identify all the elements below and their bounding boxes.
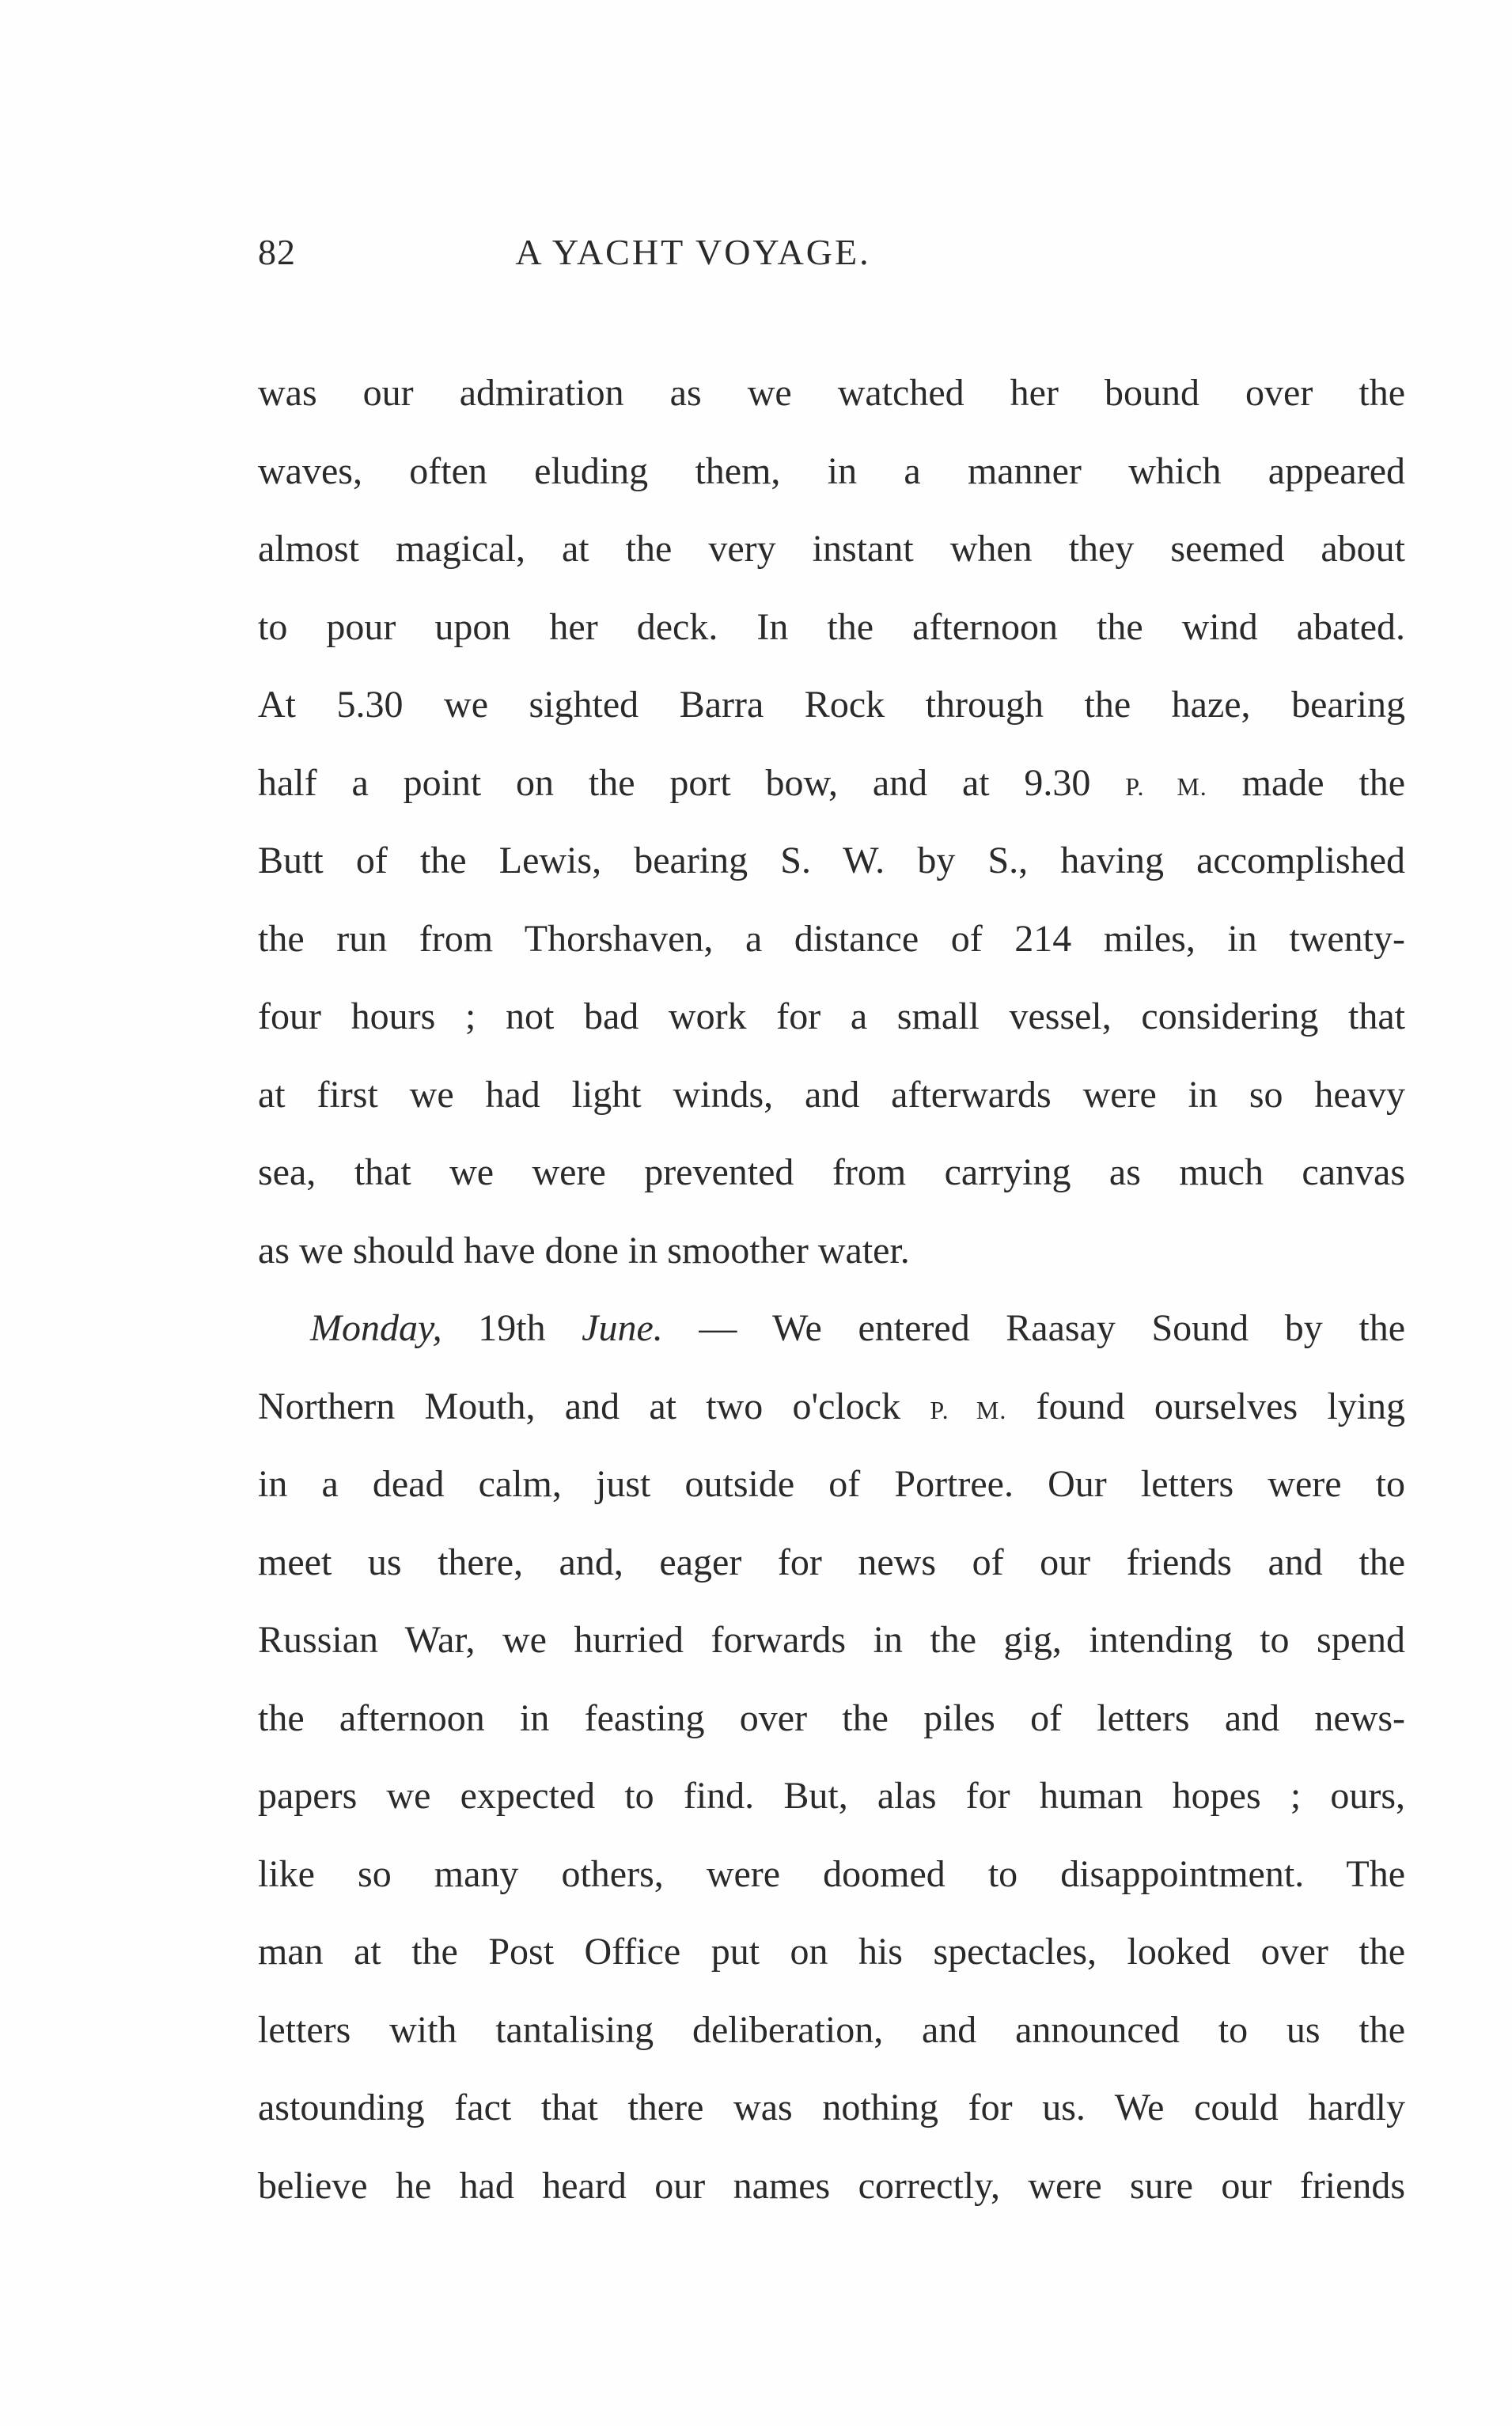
body-text	[258, 354, 1405, 2225]
italic-day: Monday,	[310, 1307, 442, 1349]
text-line: meet us there, and, eager for news of our friends and the	[258, 1541, 1405, 1583]
text-line: as we should have done in smoother water.	[258, 1229, 910, 1272]
text-line: At 5.30 we sighted Barra Rock through the haze, bearing	[258, 684, 1405, 726]
date-number: 19th	[478, 1307, 546, 1349]
text-line: Butt of the Lewis, bearing S. W. by S., having accomplished	[258, 840, 1405, 881]
text-line: astounding fact that there was nothing for us. We could hardly	[258, 2087, 1405, 2128]
text-line: sea, that we were prevented from carrying as much canvas	[258, 1151, 1405, 1193]
text-line: believe he had heard our names correctly, were sure our friends	[258, 2164, 1405, 2207]
text-line: papers we expected to find. But, alas for human hopes ; ours,	[258, 1775, 1405, 1817]
text-line: to pour upon her deck. In the afternoon the wind abated.	[258, 605, 1405, 648]
text-line: Russian War, we hurried forwards in the gig, intending to spend	[258, 1619, 1405, 1661]
text-line: at first we had light winds, and afterwards were in so heavy	[258, 1073, 1405, 1116]
italic-month: June.	[582, 1307, 663, 1349]
text-line: the run from Thorshaven, a distance of 214 miles, in twenty-	[258, 917, 1405, 960]
text-fragment: made the	[1241, 761, 1406, 804]
text-line: in a dead calm, just outside of Portree. Our letters were to	[258, 1463, 1405, 1505]
text-line: letters with tantalising deliberation, and announced to us the	[258, 2008, 1405, 2051]
text-fragment: Northern Mouth, and at two o'clock	[258, 1385, 901, 1427]
text-line: was our admiration as we watched her bound over the	[258, 372, 1405, 414]
small-caps-abbrev: P. M.	[930, 1395, 1007, 1424]
text-line: the afternoon in feasting over the piles of letters and news-	[258, 1696, 1405, 1739]
text-fragment: half a point on the port bow, and at 9.30	[258, 761, 1091, 804]
text-line: four hours ; not bad work for a small vessel, considering that	[258, 995, 1405, 1037]
text-fragment: found ourselves lying	[1036, 1385, 1406, 1427]
text-fragment: — We entered Raasay Sound by the	[699, 1307, 1406, 1349]
text-line: waves, often eluding them, in a manner which appeared	[258, 449, 1405, 492]
text-line: like so many others, were doomed to disappointment. The	[258, 1852, 1405, 1895]
running-head	[258, 231, 1255, 286]
page-number: 82	[258, 232, 296, 272]
small-caps-abbrev: P. M.	[1125, 771, 1207, 801]
text-line	[258, 1290, 1405, 1368]
text-line	[258, 1368, 1405, 1446]
text-line: man at the Post Office put on his spectacles, looked over the	[258, 1931, 1405, 1973]
running-title: A YACHT VOYAGE.	[515, 232, 871, 272]
text-line	[258, 745, 1405, 823]
text-line: almost magical, at the very instant when they seemed about	[258, 528, 1405, 570]
